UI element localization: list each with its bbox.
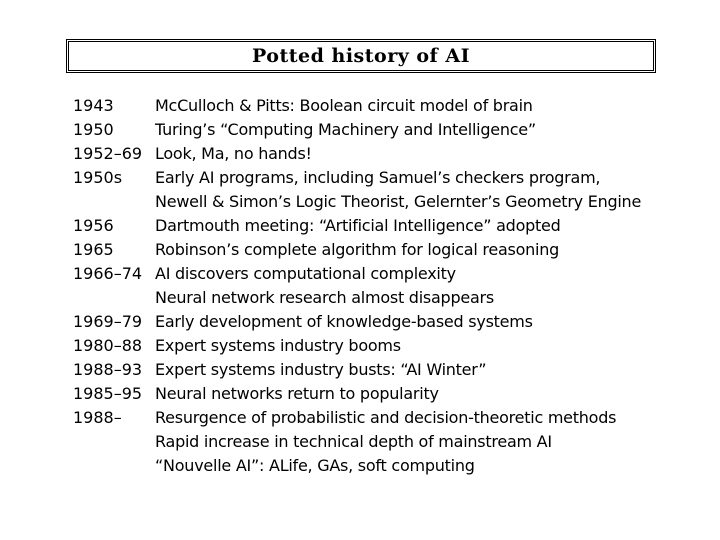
timeline-year: 1988– bbox=[73, 407, 122, 427]
timeline-row bbox=[73, 405, 713, 429]
timeline-event: Rapid increase in technical depth of mainstream AI bbox=[155, 431, 552, 451]
timeline-row bbox=[73, 141, 713, 165]
timeline-row bbox=[73, 381, 713, 405]
timeline-event: Early development of knowledge-based systems bbox=[155, 311, 533, 331]
timeline-row bbox=[73, 165, 713, 189]
title-box bbox=[66, 39, 656, 73]
timeline-year: 1980–88 bbox=[73, 335, 143, 355]
timeline-year: 1952–69 bbox=[73, 143, 143, 163]
timeline-row bbox=[73, 117, 713, 141]
timeline-event: Resurgence of probabilistic and decision-theoretic methods bbox=[155, 407, 617, 427]
timeline-row bbox=[73, 357, 713, 381]
timeline-row bbox=[73, 261, 713, 285]
timeline-event: Newell & Simon’s Logic Theorist, Gelernter’s Geometry Engine bbox=[155, 191, 642, 211]
timeline-year: 1950s bbox=[73, 167, 123, 187]
timeline-row bbox=[73, 93, 713, 117]
timeline-row bbox=[73, 189, 713, 213]
timeline-event: Early AI programs, including Samuel’s checkers program, bbox=[155, 167, 601, 187]
timeline-row bbox=[73, 453, 713, 477]
slide-title: Potted history of AI bbox=[252, 45, 470, 67]
timeline-row bbox=[73, 429, 713, 453]
timeline-year: 1988–93 bbox=[73, 359, 143, 379]
timeline-event: “Nouvelle AI”: ALife, GAs, soft computing bbox=[155, 455, 475, 475]
timeline-event: Robinson’s complete algorithm for logical reasoning bbox=[155, 239, 560, 259]
timeline-event: Turing’s “Computing Machinery and Intelligence” bbox=[155, 119, 536, 139]
timeline-row bbox=[73, 333, 713, 357]
timeline-year: 1985–95 bbox=[73, 383, 143, 403]
timeline-event: Dartmouth meeting: “Artificial Intelligence” adopted bbox=[155, 215, 561, 235]
timeline-event: Neural networks return to popularity bbox=[155, 383, 439, 403]
timeline-list bbox=[73, 93, 713, 477]
timeline-event: Expert systems industry busts: “AI Winter” bbox=[155, 359, 487, 379]
timeline-year: 1966–74 bbox=[73, 263, 143, 283]
timeline-row bbox=[73, 213, 713, 237]
timeline-year: 1950 bbox=[73, 119, 114, 139]
timeline-year: 1943 bbox=[73, 95, 114, 115]
timeline-year: 1965 bbox=[73, 239, 114, 259]
timeline-year: 1969–79 bbox=[73, 311, 143, 331]
timeline-event: McCulloch & Pitts: Boolean circuit model of brain bbox=[155, 95, 533, 115]
timeline-row bbox=[73, 237, 713, 261]
timeline-event: AI discovers computational complexity bbox=[155, 263, 456, 283]
timeline-row bbox=[73, 309, 713, 333]
timeline-year: 1956 bbox=[73, 215, 114, 235]
timeline-event: Look, Ma, no hands! bbox=[155, 143, 312, 163]
timeline-row bbox=[73, 285, 713, 309]
timeline-event: Expert systems industry booms bbox=[155, 335, 401, 355]
timeline-event: Neural network research almost disappears bbox=[155, 287, 494, 307]
